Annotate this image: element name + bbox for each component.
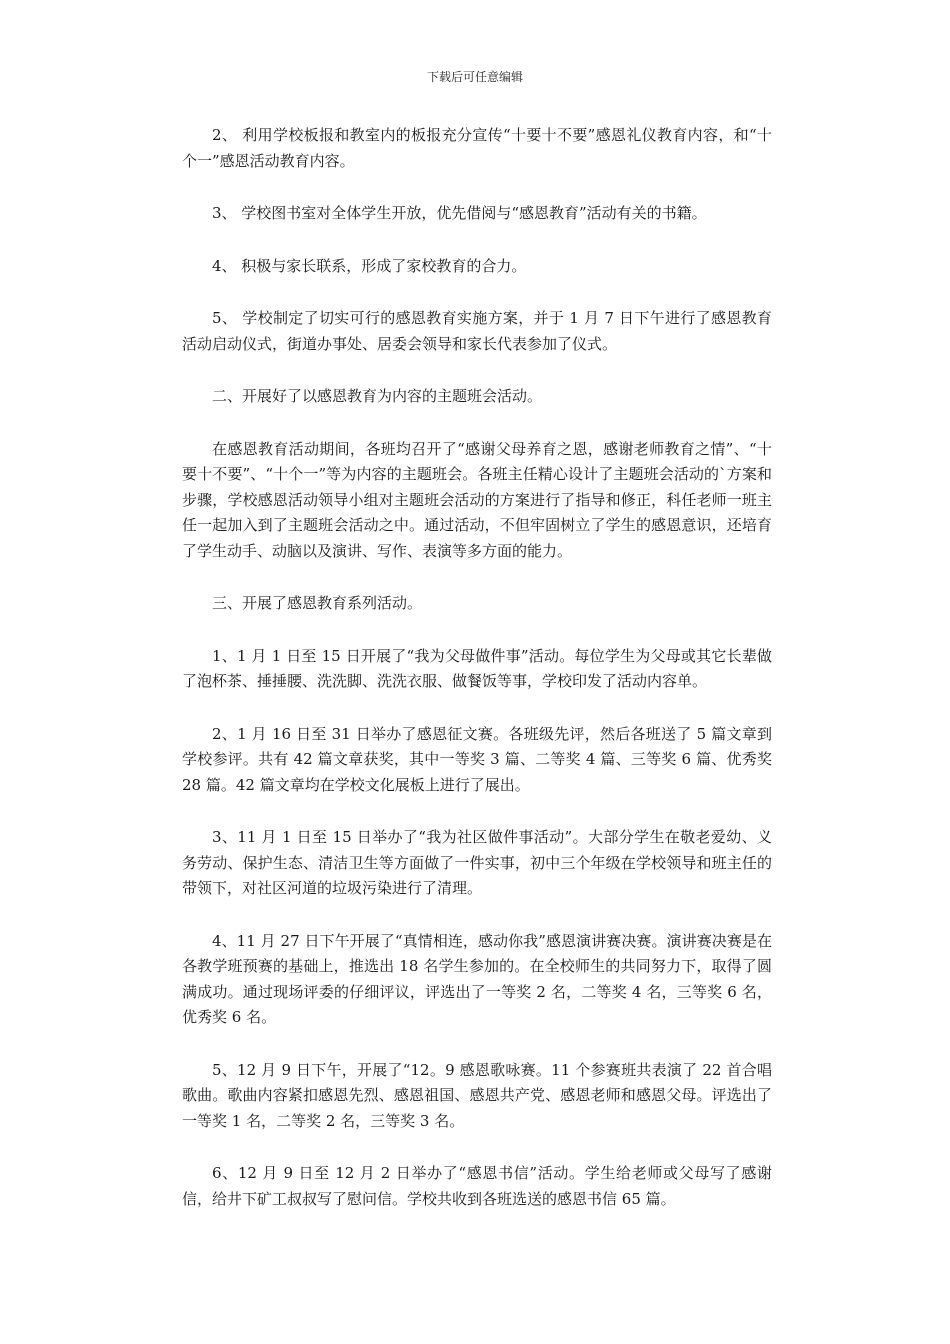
section-heading-2: 二、开展好了以感恩教育为内容的主题班会活动。 <box>212 387 543 405</box>
activity-item-2: 2、1 月 16 日至 31 日举办了感恩征文赛。各班级先评，然后各班送了 5 篇文章到学校参评。共有 42 篇文章获奖，其中一等奖 3 篇、二等奖 4 篇、三等奖 6 篇、优秀奖 28 篇。42 篇文章均在学校文化展板上进行了展出。 <box>182 724 772 794</box>
paragraph-item-5: 5、 学校制定了切实可行的感恩教育实施方案，并于 1 月 7 日下午进行了感恩教育活动启动仪式，街道办事处、居委会领导和家长代表参加了仪式。 <box>182 309 772 353</box>
paragraph-class-meeting: 在感恩教育活动期间，各班均召开了“感谢父母养育之恩，感谢老师教育之情”、“十要十不要”、“十个一”等为内容的主题班会。各班主任精心设计了主题班会活动的`方案和步骤，学校感恩活动领导小组对主题班会活动的方案进行了指导和修正，科任老师一班主任一起加入到了主题班会活动之中。通过活动，不但牢固树立了学生的感恩意识，还培育了学生动手、动脑以及演讲、写作、表演等多方面的能力。 <box>182 439 772 560</box>
page-header: 下载后可任意编辑 <box>426 70 523 84</box>
paragraph-item-4: 4、 积极与家长联系，形成了家校教育的合力。 <box>212 256 527 275</box>
paragraph-item-3: 3、 学校图书室对全体学生开放，优先借阅与“感恩教育”活动有关的书籍。 <box>212 204 707 222</box>
activity-item-4: 4、11 月 27 日下午开展了“真情相连，感动你我”感恩演讲赛决赛。演讲赛决赛是在各教学班预赛的基础上，推选出 18 名学生参加的。在全校师生的共同努力下，取得了圆满成功。通过现场评委的仔细评议，评选出了一等奖 2 名，二等奖 4 名，三等奖 6 名，优秀奖 6 名。 <box>182 931 772 1026</box>
activity-item-1: 1、1 月 1 日至 15 日开展了“我为父母做件事”活动。每位学生为父母或其它长辈做了泡杯茶、捶捶腰、洗洗脚、洗洗衣服、做餐饭等事，学校印发了活动内容单。 <box>182 646 772 690</box>
document-body <box>182 123 772 1239</box>
activity-item-5: 5、12 月 9 日下午，开展了“12。9 感恩歌咏赛。11 个参赛班共表演了 22 首合唱歌曲。歌曲内容紧扣感恩先烈、感恩祖国、感恩共产党、感恩老师和感恩父母。评选出了一等奖 1 名，二等奖 2 名，三等奖 3 名。 <box>182 1060 772 1130</box>
paragraph-item-2: 2、 利用学校板报和教室内的板报充分宣传“十要十不要”感恩礼仪教育内容，和“十个一”感恩活动教育内容。 <box>182 126 772 170</box>
activity-item-3: 3、11 月 1 日至 15 日举办了“我为社区做件事活动”。大部分学生在敬老爱幼、义务劳动、保护生态、清洁卫生等方面做了一件实事，初中三个年级在学校领导和班主任的带领下，对社区河道的垃圾污染进行了清理。 <box>182 828 772 897</box>
activity-item-6: 6、12 月 9 日至 12 月 2 日举办了“感恩书信”活动。学生给老师或父母写了感谢信，给井下矿工叔叔写了慰问信。学校共收到各班选送的感恩书信 65 篇。 <box>182 1164 772 1208</box>
section-heading-3: 三、开展了感恩教育系列活动。 <box>212 594 423 612</box>
